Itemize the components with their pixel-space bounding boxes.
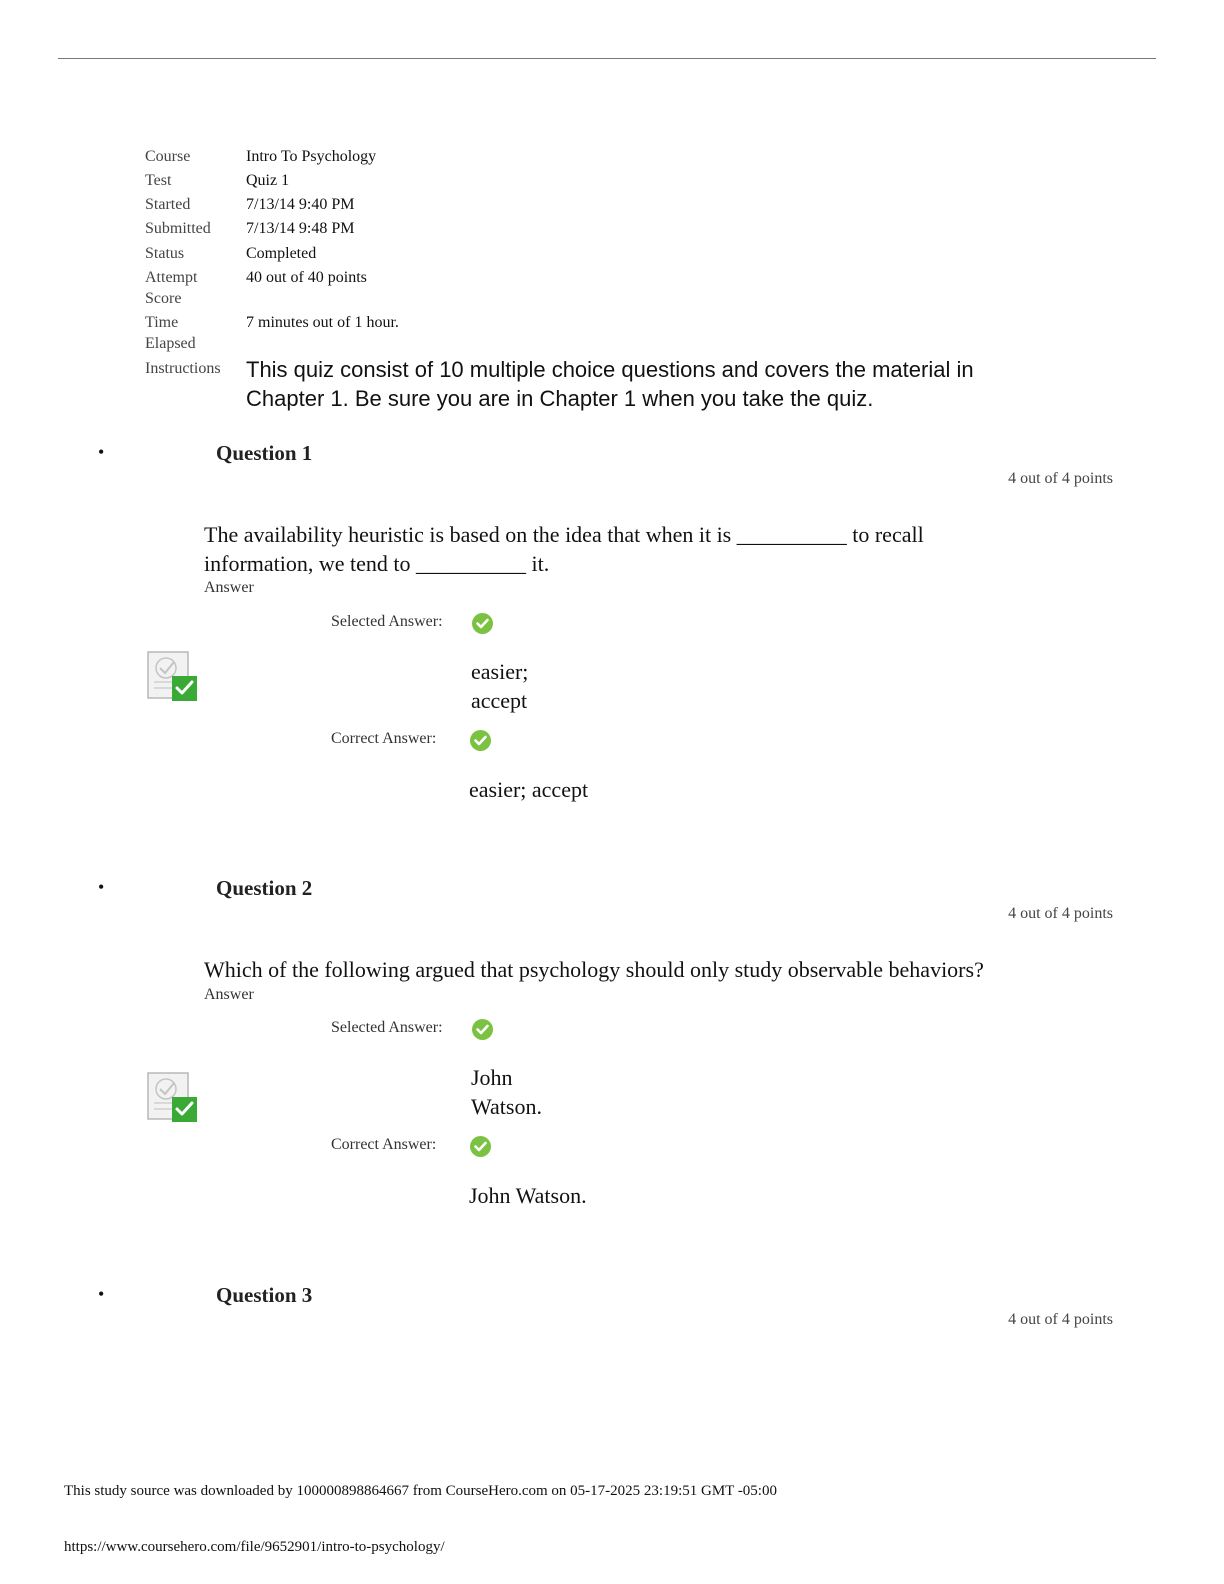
answer-correct-document-icon bbox=[146, 1071, 198, 1123]
correct-answer-check-icon bbox=[470, 1136, 491, 1157]
source-url[interactable]: https://www.coursehero.com/file/9652901/intro-to-psychology/ bbox=[64, 1539, 445, 1555]
test-label: Test bbox=[145, 172, 172, 189]
question-2-points: 4 out of 4 points bbox=[1008, 905, 1113, 922]
selected-correct-check-icon bbox=[472, 1019, 493, 1040]
download-source-notice: This study source was downloaded by 100000898864667 from CourseHero.com on 05-17-2025 23:19:51 GMT -05:00 bbox=[64, 1483, 777, 1499]
question-1-selected-line2: accept bbox=[471, 688, 528, 713]
question-2-title: Question 2 bbox=[216, 876, 313, 900]
time-label-line1: Time bbox=[145, 314, 179, 331]
question-3-points: 4 out of 4 points bbox=[1008, 1311, 1113, 1328]
question-2-selected-answer bbox=[471, 1063, 542, 1121]
question-1-text-line1: The availability heuristic is based on the idea that when it is __________ to recall bbox=[204, 522, 924, 547]
question-3-title: Question 3 bbox=[216, 1283, 313, 1307]
attempt-score-label bbox=[145, 267, 246, 312]
status-value: Completed bbox=[246, 245, 317, 262]
question-1-correct-label: Correct Answer: bbox=[331, 730, 437, 747]
question-1-selected-label: Selected Answer: bbox=[331, 613, 443, 630]
answer-correct-document-icon bbox=[146, 650, 198, 702]
test-value: Quiz 1 bbox=[246, 172, 290, 189]
question-1-answer-label: Answer bbox=[204, 579, 254, 596]
status-label: Status bbox=[145, 245, 185, 262]
question-bullet: • bbox=[98, 877, 105, 897]
time-elapsed-label bbox=[145, 312, 246, 358]
time-elapsed-value: 7 minutes out of 1 hour. bbox=[246, 314, 399, 331]
question-1-points: 4 out of 4 points bbox=[1008, 470, 1113, 487]
question-1-selected-answer bbox=[471, 657, 528, 715]
question-1-correct-answer: easier; accept bbox=[469, 777, 589, 802]
started-value: 7/13/14 9:40 PM bbox=[246, 196, 355, 213]
instructions-label: Instructions bbox=[145, 360, 221, 377]
selected-correct-check-icon bbox=[472, 613, 493, 634]
attempt-label-line2: Score bbox=[145, 290, 182, 307]
question-1-title: Question 1 bbox=[216, 441, 313, 465]
test-info bbox=[145, 146, 1045, 413]
attempt-score-value: 40 out of 40 points bbox=[246, 269, 367, 286]
submitted-value: 7/13/14 9:48 PM bbox=[246, 220, 355, 237]
top-divider bbox=[58, 58, 1156, 59]
attempt-label-line1: Attempt bbox=[145, 269, 198, 286]
course-label: Course bbox=[145, 148, 191, 165]
submitted-label: Submitted bbox=[145, 220, 211, 237]
question-1-selected-line1: easier; bbox=[471, 659, 529, 684]
question-2-correct-answer: John Watson. bbox=[469, 1183, 587, 1208]
question-2-text-line1: Which of the following argued that psychology should only study observable behaviors? bbox=[204, 957, 984, 982]
question-2-selected-line1: John bbox=[471, 1065, 513, 1090]
question-bullet: • bbox=[98, 1284, 105, 1304]
question-1-text bbox=[204, 520, 1064, 578]
question-2-text bbox=[204, 955, 1064, 984]
question-1-text-line2: information, we tend to __________ it. bbox=[204, 551, 550, 576]
question-2-correct-label: Correct Answer: bbox=[331, 1136, 437, 1153]
correct-answer-check-icon bbox=[470, 730, 491, 751]
started-label: Started bbox=[145, 196, 191, 213]
instructions-text: This quiz consist of 10 multiple choice questions and covers the material in Chapter 1. Be sure you are in Chapter 1 when you take the quiz. bbox=[246, 357, 974, 411]
question-bullet: • bbox=[98, 442, 105, 462]
time-label-line2: Elapsed bbox=[145, 335, 196, 352]
question-2-answer-label: Answer bbox=[204, 986, 254, 1003]
question-2-selected-label: Selected Answer: bbox=[331, 1019, 443, 1036]
course-value: Intro To Psychology bbox=[246, 148, 377, 165]
question-2-selected-line2: Watson. bbox=[471, 1094, 542, 1119]
